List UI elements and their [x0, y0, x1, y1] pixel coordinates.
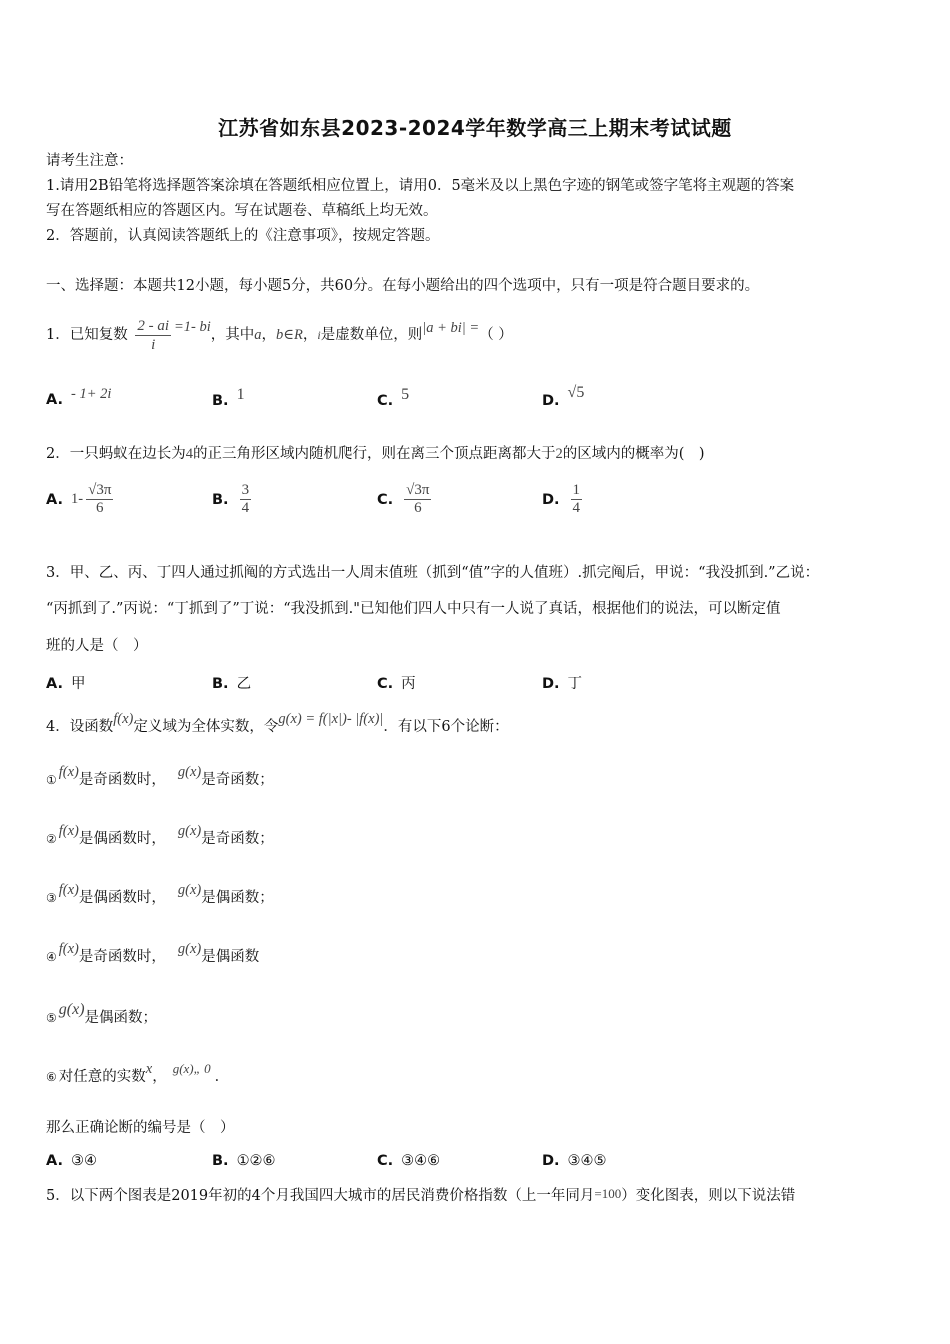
q4-prefix: 4．设函数 — [46, 719, 114, 735]
question-3-line-2: “丙抓到了.”丙说：“丁抓到了”丁说：“我没抓到."已知他们四人中只有一人说了真话，根据他们的说法，可以断定值 — [46, 601, 781, 617]
statement-g: g(x) — [177, 764, 202, 780]
q4-statement-4 — [46, 941, 260, 966]
statement-num: ③ — [46, 891, 57, 905]
option-value: 乙 — [236, 676, 252, 692]
q1-prefix: 1．已知复数 — [46, 327, 128, 343]
q4-gdef: g(x) = f(|x|)- |f(x)| — [278, 711, 384, 727]
q3-option-d[interactable] — [542, 672, 582, 693]
q1-mid3: 是虚数单位，则 — [320, 327, 423, 343]
frac-num: 3 — [241, 482, 250, 498]
question-3-line-1: 3．甲、乙、丙、丁四人通过抓阄的方式选出一人周末值班（抓到“值”字的人值班）.抓完阄后，甲说：“我没抓到.”乙说： — [46, 565, 820, 581]
q4-option-a[interactable] — [46, 1153, 97, 1169]
statement-text-2: 是奇函数； — [201, 772, 274, 788]
option-value: ③④ — [71, 1153, 97, 1169]
frac-den: 4 — [572, 500, 581, 516]
page-title: 江苏省如东县2023-2024学年数学高三上期末考试试题 — [218, 116, 732, 140]
question-4 — [46, 712, 904, 742]
q5-prefix: 5．以下两个图表是2019年初的4个月我国四大城市的居民消费价格指数（上一年同月 — [46, 1188, 595, 1204]
q4-statement-2 — [46, 823, 274, 848]
option-value: 丁 — [567, 676, 583, 692]
notice-heading: 请考生注意： — [46, 153, 133, 169]
section-heading: 一、选择题：本题共12小题，每小题5分，共60分。在每小题给出的四个选项中，只有一项是符合题目要求的。 — [46, 278, 760, 294]
q4-statement-6 — [46, 1061, 230, 1086]
q2-opt-c-frac — [404, 482, 431, 517]
statement-text-1: 对任意的实数 — [58, 1069, 146, 1085]
notice-item-1a: 1.请用2B铅笔将选择题答案涂填在答题纸相应位置上，请用0．5毫米及以上黑色字迹的钢笔或签字笔将主观题的答案 — [46, 178, 795, 194]
option-label: B. — [212, 1153, 229, 1169]
question-2 — [46, 444, 904, 464]
frac-den: 6 — [96, 500, 104, 516]
option-label: A. — [46, 1153, 63, 1169]
statement-text: 是偶函数； — [84, 1010, 158, 1026]
q2-opt-a-frac — [86, 482, 113, 517]
option-label: A. — [46, 491, 63, 508]
statement-f: f(x) — [58, 823, 79, 839]
option-label: C. — [377, 393, 394, 409]
statement-g: g(x) — [177, 823, 202, 839]
q1-frac-den: i — [151, 336, 156, 353]
q2-opt-d-frac — [571, 482, 583, 517]
question-5 — [46, 1186, 904, 1206]
q3-option-c[interactable] — [377, 672, 416, 693]
frac-num: √3π — [406, 482, 430, 498]
option-label: D. — [542, 491, 560, 508]
notice-item-2: 2．答题前，认真阅读答题纸上的《注意事项》，按规定答题。 — [46, 228, 440, 244]
statement-g: g(x) — [177, 882, 202, 898]
statement-f: f(x) — [58, 764, 79, 780]
q1-var-a: a — [254, 327, 262, 343]
option-value: ③④⑥ — [401, 1153, 441, 1169]
q2-prefix: 2．一只蚂蚁在边长为 — [46, 446, 186, 462]
notice-item-1b: 写在答题纸相应的答题区内。写在试题卷、草稿纸上均无效。 — [46, 203, 438, 219]
q4-mid: 定义域为全体实数，令 — [133, 719, 279, 735]
q1-tail: （ ） — [479, 327, 513, 343]
q4-option-b[interactable] — [212, 1153, 276, 1169]
q1-eq-rhs: =1- bi — [174, 319, 211, 335]
statement-comma: ， — [152, 1069, 167, 1085]
statement-text-1: 是奇函数时， — [78, 949, 166, 965]
q2-option-d[interactable] — [542, 482, 585, 517]
frac-num: √3π — [88, 482, 112, 498]
statement-f: f(x) — [58, 882, 79, 898]
statement-num: ② — [46, 832, 57, 846]
q2-tail: 的区域内的概率为( ) — [562, 446, 705, 462]
statement-num: ① — [46, 773, 57, 787]
option-value: 5 — [401, 386, 410, 403]
q1-mid2: ， — [302, 327, 318, 343]
option-label: B. — [212, 491, 229, 508]
question-3-line-3: 班的人是（ ） — [46, 638, 148, 654]
q1-b-in-r: b∈R — [276, 327, 303, 343]
frac-den: 6 — [414, 500, 422, 516]
statement-num: ④ — [46, 950, 57, 964]
q1-comma: ， — [261, 327, 277, 343]
q4-option-c[interactable] — [377, 1153, 440, 1169]
option-label: B. — [212, 676, 229, 692]
q1-option-a[interactable] — [46, 386, 112, 409]
option-value: √5 — [567, 384, 585, 401]
statement-text-2: 是偶函数； — [201, 890, 274, 906]
statement-x: x — [145, 1061, 153, 1077]
q4-statement-3 — [46, 882, 274, 907]
q2-option-a[interactable] — [46, 482, 116, 517]
q1-frac-num: 2 - ai — [137, 317, 170, 334]
frac-den: 4 — [241, 500, 250, 516]
option-label: C. — [377, 676, 394, 692]
q4-option-d[interactable] — [542, 1153, 607, 1169]
option-value: 1 — [236, 386, 245, 403]
frac-num: 1 — [572, 482, 581, 498]
q2-n2: 2 — [555, 446, 563, 462]
option-label: B. — [212, 393, 229, 409]
option-value: ①②⑥ — [236, 1153, 276, 1169]
q2-mid: 的正三角形区域内随机爬行，则在离三个顶点距离都大于 — [192, 446, 556, 462]
option-label: A. — [46, 392, 63, 408]
q1-i-symbol: i — [317, 328, 321, 342]
statement-text-1: 是偶函数时， — [78, 890, 166, 906]
statement-f: f(x) — [58, 941, 79, 957]
statement-text-2: 是奇函数； — [201, 831, 274, 847]
q5-eq: =100 — [594, 1186, 622, 1201]
statement-g: g(x) — [58, 1001, 85, 1018]
q3-option-a[interactable] — [46, 672, 86, 693]
q1-abs-expr: |a + bi| = — [422, 320, 480, 336]
statement-text-1: 是偶函数时， — [78, 831, 166, 847]
q4-fx: f(x) — [113, 711, 134, 727]
q2-option-c[interactable] — [377, 482, 434, 517]
q1-fraction — [135, 317, 171, 354]
statement-num: ⑥ — [46, 1070, 57, 1084]
option-value: 丙 — [401, 676, 416, 692]
option-label: D. — [542, 1153, 560, 1169]
q2-n1: 4 — [185, 446, 193, 462]
q5-tail: ）变化图表，则以下说法错 — [621, 1188, 796, 1204]
q2-option-b[interactable] — [212, 482, 254, 517]
statement-text-1: 是奇函数时， — [78, 772, 166, 788]
option-value: ③④⑤ — [567, 1153, 607, 1169]
question-1 — [46, 313, 904, 357]
q4-tail: ．有以下6个论断： — [383, 719, 509, 735]
q2-opt-b-frac — [240, 482, 252, 517]
option-label: D. — [542, 676, 560, 692]
option-value: 甲 — [71, 676, 86, 692]
q2-opt-a-lead: 1- — [71, 491, 84, 507]
q1-option-c[interactable] — [377, 386, 410, 410]
option-label: C. — [377, 491, 394, 508]
statement-text-2: 是偶函数 — [201, 949, 260, 965]
q1-option-d[interactable] — [542, 384, 585, 410]
q1-mid1: ，其中 — [210, 327, 255, 343]
option-label: D. — [542, 393, 560, 409]
option-value: - 1+ 2i — [71, 386, 112, 402]
statement-end: ． — [214, 1069, 230, 1085]
option-label: C. — [377, 1153, 394, 1169]
statement-num: ⑤ — [46, 1011, 57, 1025]
statement-g: g(x) — [177, 941, 202, 957]
statement-expr: g(x)„ 0 — [172, 1061, 211, 1076]
option-label: A. — [46, 676, 63, 692]
q4-statement-1 — [46, 764, 274, 789]
q4-statement-5 — [46, 1001, 158, 1027]
q1-option-b[interactable] — [212, 386, 245, 410]
q3-option-b[interactable] — [212, 672, 251, 693]
q4-question: 那么正确论断的编号是（ ） — [46, 1120, 235, 1136]
